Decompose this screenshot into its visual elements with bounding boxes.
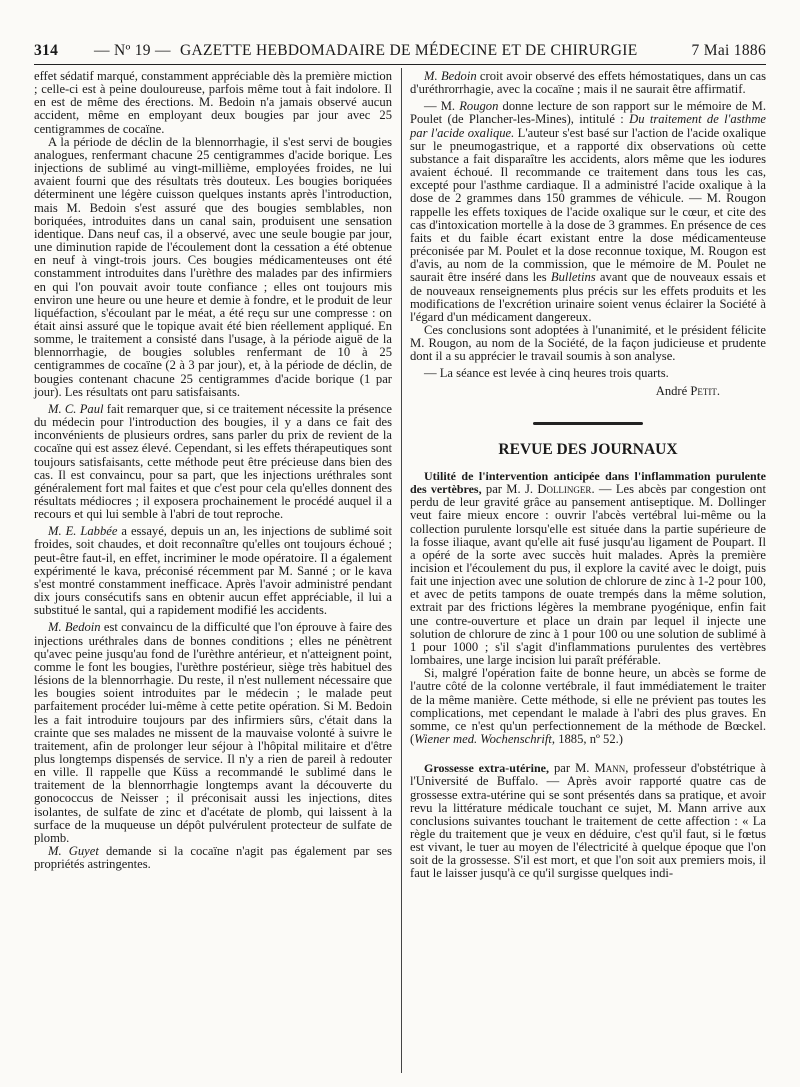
paragraph: M. Bedoin est convaincu de la difficulté que l'on éprouve à faire des injections uréthrales dans de bonnes conditions ; elles ne pénètrent qu'avec peine jusqu'au fond de l'urèthre antérieur, et n'atteignent point, comme le font les bougies, l'urèthre postérieur, siège très habituel des lésions de la blennorrhagie. Du reste, il n'est nullement nécessaire que les bougies soient introduites par le médecin ; le malade peut parfaitement procéder lui-même à cette petite opération. Si M. Bedoin les a fait introduire toujours par des infirmiers sûrs, c'était dans la crainte que ses malades ne missent de la mauvaise volonté à suivre le traitement, afin de prolonger leur séjour à l'hôpital militaire et d'être plus longtemps dispensés de service. Il n'y a rien de pareil à redouter en ville. Il rappelle que Küss a recommandé le sublimé dans le traitement de la blennorrhagie longtemps avant la découverte du gonococcus de Neisser ; il préconisait aussi les injections, dites isolantes, de sulfate de zinc et d'acétate de plomb, qui laissent à la surface de la muqueuse un dépôt pulvérulent protecteur de sulfate de plomb. xyxy=(34,620,392,845)
speaker-name: M. Guyet xyxy=(48,844,99,859)
right-column xyxy=(410,70,766,881)
paragraph: A la période de déclin de la blennorrhagie, il s'est servi de bougies analogues, renfermant chacune 25 centigrammes d'acide borique. Les injections de sublimé au vingt-millième, employées froides, ne lui avaient fourni que des résultats très douteux. Les bougies boriquées déterminent une légère cuisson quelques instants après l'introduction, mais M. Bedoin s'est assuré que des bougies semblables, non boriquées, introduites dans un canal sain, produisent une sensation identique. Dans neuf cas, il a observé, avec une seule bougie par jour, une diminution rapide de l'écoulement dont la cessation a été obtenue en neuf à vingt-trois jours. Ces bougies médicamenteuses ont été constamment introduites dans l'urèthre des malades par des infirmiers en qui l'on pouvait avoir toute confiance ; elles ont toujours mis environ une heure ou une heure et demie à fondre, et le produit de leur liquéfaction, s'écoulant par le méat, a été reçu sur une compresse : on était ainsi assuré que le topique avait été bien réellement appliqué. En somme, le traitement a consisté dans l'usage, à la période aiguë de la blennorrhagie, de bougies solubles renfermant de 10 à 25 centigrammes de cocaïne (2 à 3 par jour), et, à la période de déclin, de bougies contenant chacune 25 centigrammes d'acide borique (1 par jour). Les résultats ont paru satisfaisants. xyxy=(34,134,392,399)
article-title: Utilité de l'intervention anticipée dans l'inflammation purulente des vertèbres, xyxy=(410,468,766,497)
issue-number: — Nº 19 — xyxy=(94,42,171,59)
speaker-name: M. C. Paul xyxy=(48,401,104,416)
header-rule xyxy=(34,64,766,65)
article: Utilité de l'intervention anticipée dans l'inflammation purulente des vertèbres, par M. J. Dollinger. — Les abcès par congestion ont perdu de leur gravité grâce au pansement antiseptique. M. Dollinger veut faire mieux encore : ouvrir l'abcès vertébral lui-même ou la collection purulente lorsqu'elle est située dans la partie supérieure de la fosse iliaque, avant qu'elle ait fusé jusqu'au ligament de Poupart. Il a opéré de la sorte avec succès huit malades. Après la première incision et l'écoulement du pus, il explore la cavité avec le doigt, puis fait une injection avec une solution de chlorure de zinc à 1-2 pour 100, et avec de petits tampons de ouate trempés dans la même solution, extrait par des frictions légères la membrane pyogénique, enfin fait une contre-ouverture et place un drain par lequel il injecte une solution de chlorure de zinc à 1 pour 100 ou une solution de sublimé à 1 pour 1000 ; s'il s'agit d'inflammations purulentes des vertèbres lombaires, une large incision lui paraît préférable. xyxy=(410,468,767,668)
journal-title: GAZETTE HEBDOMADAIRE DE MÉDECINE ET DE CHIRURGIE xyxy=(180,42,638,59)
article: Grossesse extra-utérine, par M. Mann, professeur d'obstétrique à l'Université de Buffalo. — Après avoir rapporté quatre cas de grossesse extra-utérine qui se sont présentés dans sa pratique, et avoir revu la littérature médicale touchant ce sujet, M. Mann arrive aux conclusions suivantes touchant le traitement de cette affection : « La règle du traitement que je veux en déduire, c'est qu'il faut, si le fœtus est vivant, le tuer au moyen de l'électricité à quelque époque que l'on soit de la grossesse. S'il est mort, et que l'on soit aux premiers mois, il faut le laisser jusqu'à ce qu'il surgisse quelques indi- xyxy=(410,761,767,881)
paragraph: — La séance est levée à cinq heures trois quarts. xyxy=(424,366,669,381)
paragraph: M. Guyet demande si la cocaïne n'agit pas également par ses propriétés astringentes. xyxy=(34,844,392,872)
citation: Wiener med. Wochenschrift xyxy=(414,732,552,747)
signature: André Petit. xyxy=(655,383,720,398)
speaker-name: M. Bedoin xyxy=(48,620,101,635)
page-number: 314 xyxy=(34,42,59,59)
article-author: Dollinger xyxy=(537,482,592,497)
column-separator xyxy=(401,68,402,1073)
paragraph: effet sédatif marqué, constamment appréciable dès la première miction ; celle-ci est à peine douloureuse, parfois même tout à fait indolore. Il en est de même des érections. M. Bedoin n'a jamais observé aucun accident, même en employant deux bougies par jour avec 25 centigrammes de cocaïne. xyxy=(34,69,392,136)
paragraph: — M. Rougon donne lecture de son rapport sur le mémoire de M. Poulet (de Plancher-les-Mines), intitulé : Du traitement de l'asthme par l'acide oxalique. L'auteur s'est basé sur l'action de l'acide oxalique sur le pneumogastrique, et a rapporté dix observations où cette substance a fait disparaître les accidents, alors même que les iodures avaient échoué. Il recommande ce traitement dans tous les cas, excepté pour l'asthme cardiaque. Il a administré l'acide oxalique à la dose de 2 grammes dans 150 grammes de véhicule. — M. Rougon rappelle les effets toxiques de l'acide oxalique sur le cœur, et cite des cas d'intoxication mortelle à la dose de 3 grammes. En présence de ces faits et du faible écart existant entre la dose médicamenteuse préconisée par M. Poulet et la dose reconnue toxique, M. Rougon est d'avis, au nom de la commission, que le mémoire de M. Poulet ne saurait être inséré dans les Bulletins avant que de nouveaux essais et de nouveaux renseignements plus précis sur les effets produits et les modifications de l'excrétion urinaire soient venus éclairer la Société à l'égard d'un médicament dangereux. xyxy=(410,99,767,324)
paragraph: M. Bedoin croit avoir observé des effets hémostatiques, dans un cas d'uréthrorrhagie, avec la cocaïne ; mais il ne saurait être affirmatif. xyxy=(410,69,766,97)
memoir-title: Du traitement de l'asthme par l'acide oxalique. xyxy=(410,112,767,140)
issue-date: 7 Mai 1886 xyxy=(691,42,766,59)
paragraph: M. C. Paul fait remarquer que, si ce traitement nécessite la présence du médecin pour l'introduction des bougies, il y a dans ce fait des inconvénients de plusieurs ordres, sans parler du prix de revient de la cocaïne qui est assez élevé. Cependant, si les effets thérapeutiques sont toujours satisfaisants, cette méthode peut être précieuse dans bien des cas. Il est convaincu, pour sa part, que les injections uréthrales sont généralement fort mal faites et que c'est pour cela qu'elles donnent des résultats médiocres ; il exposera prochainement le procédé auquel il a recours et qui lui semble à l'abri de tout reproche. xyxy=(34,401,392,522)
paragraph: Si, malgré l'opération faite de bonne heure, un abcès se forme de l'autre côté de la colonne vertébrale, il faut immédiatement le traiter de la même manière. Cette méthode, si elle ne prévient pas toutes les complications, met cependant le malade à l'abri des plus graves. En somme, ce n'est qu'un perfectionnement de la méthode de Bœckel. (Wiener med. Wochenschrift, 1885, nº 52.) xyxy=(410,666,766,747)
section-divider xyxy=(533,422,643,425)
article-title: Grossesse extra-utérine, xyxy=(424,761,549,776)
paragraph: M. E. Labbée a essayé, depuis un an, les injections de sublimé soit froides, soit chaudes, et doit reconnaître qu'elles ont toujours échoué ; peut-être faut-il, en effet, incriminer le mode opératoire. Il a également expérimenté le kava, préconisé récemment par M. Sanné ; or le kava s'est montré constamment inefficace. Après l'avoir administré pendant dix jours consécutifs sans en obtenir aucun effet appréciable, il lui a substitué le santal, qui a rapidement modifié les accidents. xyxy=(34,524,392,618)
section-title: REVUE DES JOURNAUX xyxy=(498,440,678,458)
speaker-name: Rougon xyxy=(459,99,499,114)
speaker-name: M. E. Labbée xyxy=(48,524,118,539)
paragraph: Ces conclusions sont adoptées à l'unanimité, et le président félicite M. Rougon, au nom de la Société, de la façon judicieuse et prudente dont il a su apprécier le travail soumis à son analyse. xyxy=(410,322,766,364)
speaker-name: M. Bedoin xyxy=(424,69,477,83)
page-header xyxy=(34,42,766,64)
article-author: Mann xyxy=(594,761,626,776)
left-column xyxy=(34,70,392,871)
